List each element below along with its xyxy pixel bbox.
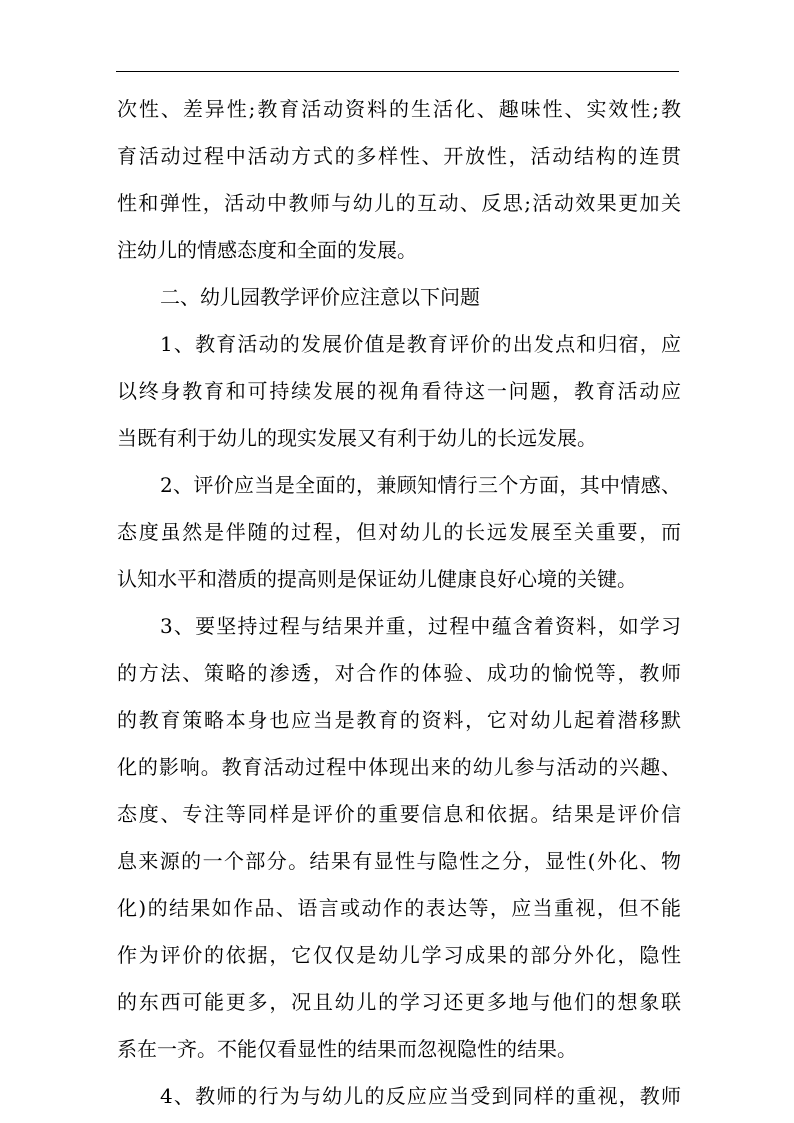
text-line: 2、评价应当是全面的，兼顾知情行三个方面，其中情感、 xyxy=(160,473,681,497)
text-line: 注幼儿的情感态度和全面的发展。 xyxy=(117,238,417,262)
text-line: 以终身教育和可持续发展的视角看待这一问题，教育活动应 xyxy=(117,379,681,403)
section-heading: 二、幼儿园教学评价应注意以下问题 xyxy=(160,285,480,309)
text-line: 的方法、策略的渗透，对合作的体验、成功的愉悦等，教师 xyxy=(117,661,681,685)
text-line: 4、教师的行为与幼儿的反应应当受到同样的重视，教师 xyxy=(160,1084,681,1108)
text-line: 性和弹性，活动中教师与幼儿的互动、反思;活动效果更加关 xyxy=(117,191,681,215)
text-line: 态度、专注等同样是评价的重要信息和依据。结果是评价信 xyxy=(117,802,681,826)
text-line: 当既有利于幼儿的现实发展又有利于幼儿的长远发展。 xyxy=(117,426,597,450)
text-line: 化)的结果如作品、语言或动作的表达等，应当重视，但不能 xyxy=(117,896,681,920)
text-line: 3、要坚持过程与结果并重，过程中蕴含着资料，如学习 xyxy=(160,614,681,638)
text-line: 态度虽然是伴随的过程，但对幼儿的长远发展至关重要，而 xyxy=(117,520,681,544)
text-line: 的东西可能更多，况且幼儿的学习还更多地与他们的想象联 xyxy=(117,990,681,1014)
text-line: 作为评价的依据，它仅仅是幼儿学习成果的部分外化，隐性 xyxy=(117,943,681,967)
text-line: 化的影响。教育活动过程中体现出来的幼儿参与活动的兴趣、 xyxy=(117,755,681,779)
text-line: 息来源的一个部分。结果有显性与隐性之分，显性(外化、物 xyxy=(117,849,681,873)
text-line: 的教育策略本身也应当是教育的资料，它对幼儿起着潜移默 xyxy=(117,708,681,732)
text-line: 育活动过程中活动方式的多样性、开放性，活动结构的连贯 xyxy=(117,144,681,168)
header-rule xyxy=(116,71,679,72)
text-line: 1、教育活动的发展价值是教育评价的出发点和归宿，应 xyxy=(160,332,681,356)
text-line: 次性、差异性;教育活动资料的生活化、趣味性、实效性;教 xyxy=(117,97,681,121)
text-line: 认知水平和潜质的提高则是保证幼儿健康良好心境的关键。 xyxy=(117,567,637,591)
text-line: 系在一齐。不能仅看显性的结果而忽视隐性的结果。 xyxy=(117,1037,577,1061)
